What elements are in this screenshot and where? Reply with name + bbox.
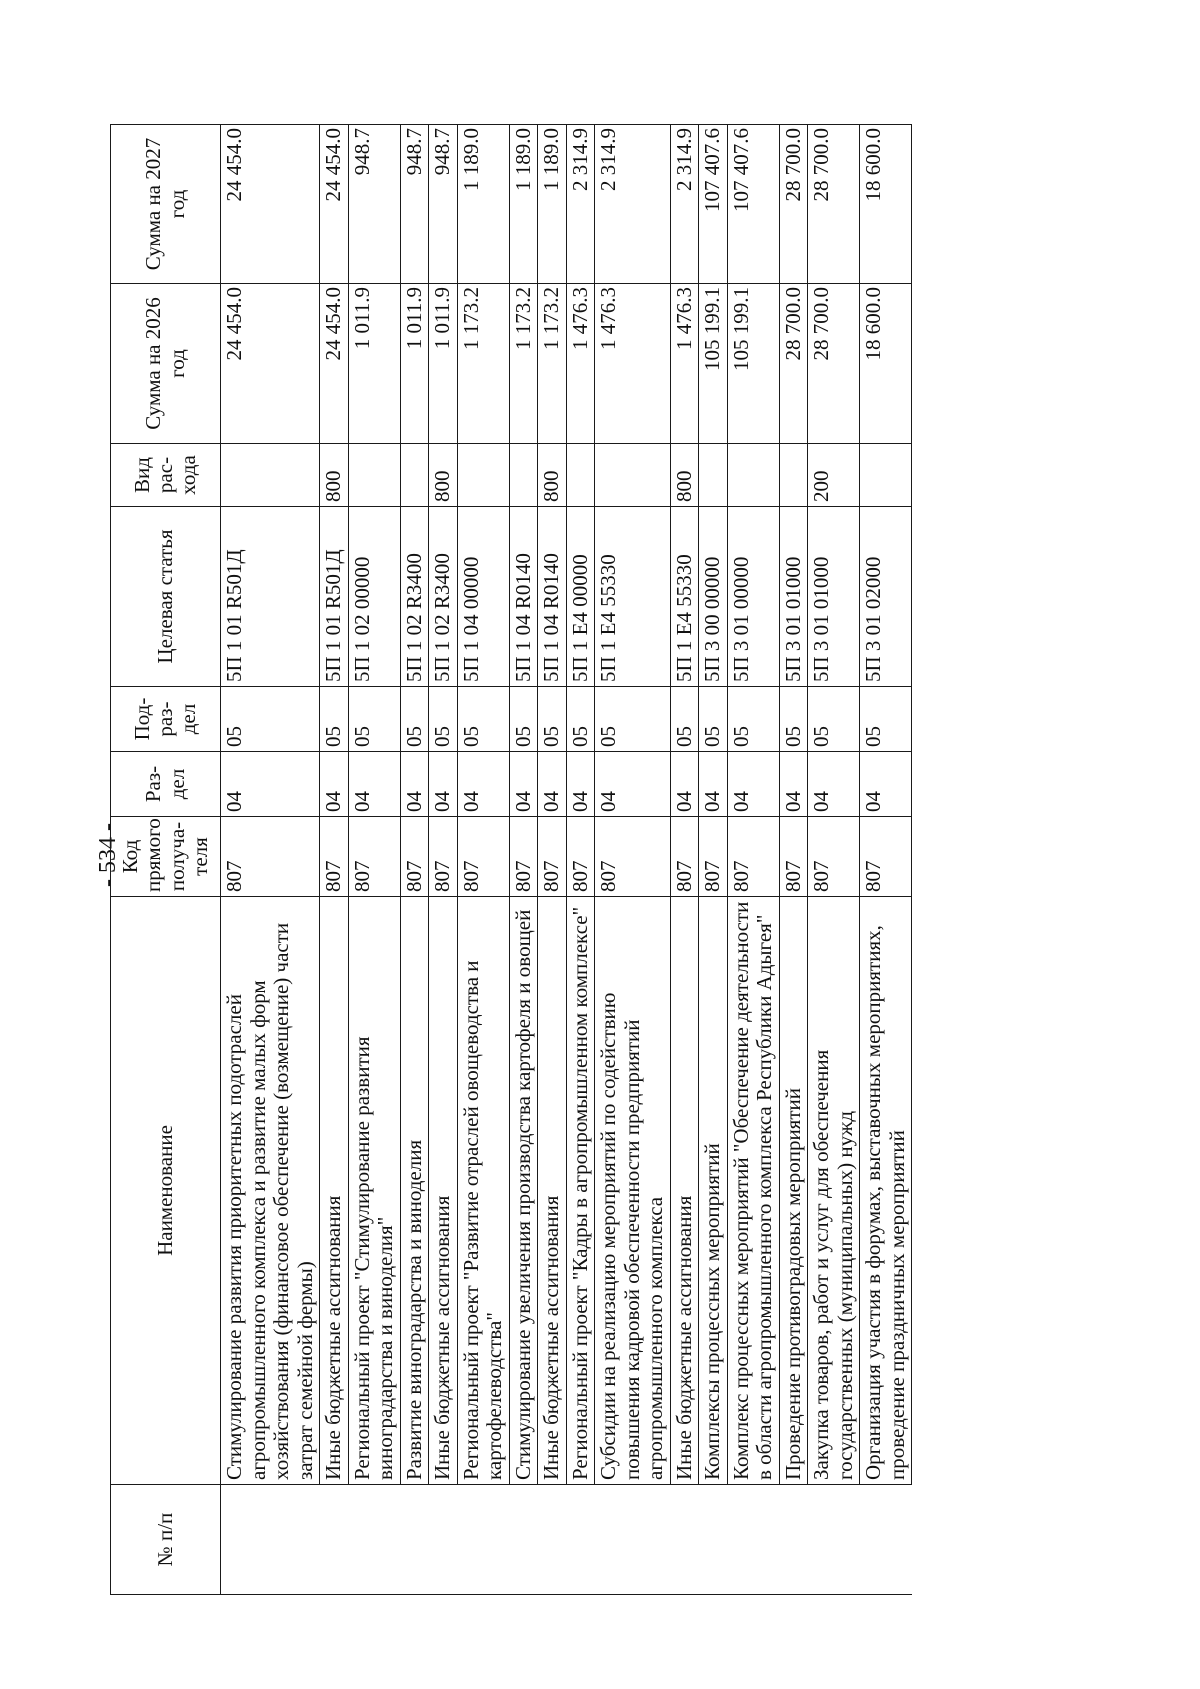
row-name-cell: Стимулирование развития приоритетных подотраслей агропромышленного комплекса и развитие малых форм хозяйствования (финансовое обеспечение (возмещение) части затрат семейной фермы) [221,897,320,1485]
row-target-item-cell: 5П 1 02 00000 [348,507,400,687]
row-number-cell [320,1485,349,1595]
table-row [457,125,509,1595]
row-recipient-code-cell: 807 [808,817,860,897]
row-name-cell: Иные бюджетные ассигнования [538,897,567,1485]
row-name-cell: Иные бюджетные ассигнования [320,897,349,1485]
row-name-cell: Стимулирование увеличения производства картофеля и овощей [509,897,538,1485]
row-subsection-cell: 05 [670,687,699,752]
row-subsection-cell: 05 [860,687,912,752]
row-sum-2027-cell: 2 314.9 [595,125,671,284]
row-sum-2026-cell: 105 199.1 [727,284,779,444]
row-recipient-code-cell: 807 [727,817,779,897]
row-expense-type-cell [727,444,779,507]
row-expense-type-cell: 800 [538,444,567,507]
budget-table [110,124,912,1595]
row-section-cell: 04 [727,752,779,817]
row-expense-type-cell [595,444,671,507]
row-recipient-code-cell: 807 [538,817,567,897]
row-recipient-code-cell: 807 [400,817,429,897]
row-sum-2026-cell: 24 454.0 [320,284,349,444]
row-sum-2026-cell: 1 476.3 [670,284,699,444]
row-sum-2026-cell: 24 454.0 [221,284,320,444]
row-sum-2027-cell: 948.7 [348,125,400,284]
table-row [320,125,349,1595]
row-expense-type-cell [860,444,912,507]
row-expense-type-cell: 800 [429,444,458,507]
row-section-cell: 04 [221,752,320,817]
row-number-cell [670,1485,699,1595]
row-recipient-code-cell: 807 [595,817,671,897]
row-number-cell [457,1485,509,1595]
header-name: Наименование [111,897,221,1485]
row-sum-2026-cell: 1 173.2 [538,284,567,444]
row-section-cell: 04 [779,752,808,817]
row-target-item-cell: 5П 3 01 00000 [727,507,779,687]
row-sum-2027-cell: 2 314.9 [566,125,595,284]
row-name-cell: Комплексы процессных мероприятий [699,897,728,1485]
row-expense-type-cell [509,444,538,507]
row-subsection-cell: 05 [727,687,779,752]
row-sum-2027-cell: 28 700.0 [808,125,860,284]
row-subsection-cell: 05 [808,687,860,752]
row-section-cell: 04 [348,752,400,817]
header-sum-2027: Сумма на 2027 год [111,125,221,284]
row-sum-2026-cell: 1 476.3 [595,284,671,444]
row-name-cell: Организация участия в форумах, выставочных мероприятиях, проведение праздничных мероприятий [860,897,912,1485]
row-sum-2026-cell: 1 011.9 [400,284,429,444]
row-number-cell [509,1485,538,1595]
row-target-item-cell: 5П 1 01 R501Д [221,507,320,687]
header-sum-2026: Сумма на 2026 год [111,284,221,444]
row-number-cell [538,1485,567,1595]
header-number: № п/п [111,1485,221,1595]
row-sum-2026-cell: 28 700.0 [808,284,860,444]
row-recipient-code-cell: 807 [509,817,538,897]
budget-table-container [110,125,1190,1595]
row-target-item-cell: 5П 3 01 02000 [860,507,912,687]
row-name-cell: Проведение противоградовых мероприятий [779,897,808,1485]
header-subsection: Под-раз-дел [111,687,221,752]
row-section-cell: 04 [538,752,567,817]
table-row [509,125,538,1595]
row-sum-2026-cell: 28 700.0 [779,284,808,444]
row-sum-2027-cell: 948.7 [400,125,429,284]
row-sum-2027-cell: 2 314.9 [670,125,699,284]
row-number-cell [348,1485,400,1595]
row-name-cell: Развитие виноградарства и виноделия [400,897,429,1485]
row-sum-2027-cell: 1 189.0 [509,125,538,284]
row-expense-type-cell [400,444,429,507]
row-sum-2026-cell: 1 011.9 [429,284,458,444]
row-recipient-code-cell: 807 [670,817,699,897]
row-name-cell: Региональный проект "Стимулирование развития виноградарства и виноделия" [348,897,400,1485]
row-expense-type-cell: 800 [320,444,349,507]
row-section-cell: 04 [400,752,429,817]
row-section-cell: 04 [699,752,728,817]
row-number-cell [727,1485,779,1595]
row-expense-type-cell: 800 [670,444,699,507]
row-expense-type-cell [566,444,595,507]
row-number-cell [808,1485,860,1595]
row-subsection-cell: 05 [429,687,458,752]
row-number-cell [595,1485,671,1595]
row-subsection-cell: 05 [779,687,808,752]
row-section-cell: 04 [429,752,458,817]
row-subsection-cell: 05 [348,687,400,752]
row-subsection-cell: 05 [457,687,509,752]
table-row [538,125,567,1595]
row-number-cell [400,1485,429,1595]
row-name-cell: Иные бюджетные ассигнования [429,897,458,1485]
row-recipient-code-cell: 807 [860,817,912,897]
row-number-cell [779,1485,808,1595]
table-row [670,125,699,1595]
row-sum-2027-cell: 107 407.6 [699,125,728,284]
row-section-cell: 04 [457,752,509,817]
table-row [429,125,458,1595]
row-name-cell: Комплекс процессных мероприятий "Обеспечение деятельности в области агропромышленного комплекса Республики Адыгея" [727,897,779,1485]
row-subsection-cell: 05 [595,687,671,752]
row-expense-type-cell [457,444,509,507]
row-section-cell: 04 [670,752,699,817]
row-expense-type-cell [348,444,400,507]
table-row [221,125,320,1595]
table-row [779,125,808,1595]
row-number-cell [699,1485,728,1595]
row-target-item-cell: 5П 3 01 01000 [808,507,860,687]
header-section: Раз-дел [111,752,221,817]
row-recipient-code-cell: 807 [221,817,320,897]
row-number-cell [429,1485,458,1595]
page-number: - 534 - [95,823,121,887]
row-recipient-code-cell: 807 [699,817,728,897]
row-subsection-cell: 05 [509,687,538,752]
row-section-cell: 04 [320,752,349,817]
row-number-cell [221,1485,320,1595]
row-number-cell [860,1485,912,1595]
row-expense-type-cell [779,444,808,507]
row-sum-2026-cell: 1 173.2 [457,284,509,444]
row-target-item-cell: 5П 1 04 R0140 [509,507,538,687]
row-target-item-cell: 5П 1 01 R501Д [320,507,349,687]
row-sum-2026-cell: 1 011.9 [348,284,400,444]
row-sum-2026-cell: 18 600.0 [860,284,912,444]
header-recipient-code: Код прямого получа-теля [111,817,221,897]
row-sum-2027-cell: 948.7 [429,125,458,284]
row-target-item-cell: 5П 1 Е4 00000 [566,507,595,687]
header-expense-type: Вид рас-хода [111,444,221,507]
row-sum-2027-cell: 28 700.0 [779,125,808,284]
row-recipient-code-cell: 807 [779,817,808,897]
row-target-item-cell: 5П 1 Е4 55330 [670,507,699,687]
row-subsection-cell: 05 [221,687,320,752]
row-sum-2026-cell: 105 199.1 [699,284,728,444]
row-section-cell: 04 [808,752,860,817]
row-sum-2027-cell: 107 407.6 [727,125,779,284]
table-row [566,125,595,1595]
table-row [808,125,860,1595]
row-recipient-code-cell: 807 [429,817,458,897]
row-expense-type-cell: 200 [808,444,860,507]
table-row [400,125,429,1595]
row-sum-2027-cell: 18 600.0 [860,125,912,284]
row-section-cell: 04 [509,752,538,817]
row-recipient-code-cell: 807 [566,817,595,897]
table-row [860,125,912,1595]
row-recipient-code-cell: 807 [457,817,509,897]
row-name-cell: Закупка товаров, работ и услуг для обеспечения государственных (муниципальных) нужд [808,897,860,1485]
row-target-item-cell: 5П 1 02 R3400 [429,507,458,687]
table-row [727,125,779,1595]
row-subsection-cell: 05 [320,687,349,752]
table-header-row [111,125,221,1595]
row-section-cell: 04 [860,752,912,817]
row-expense-type-cell [699,444,728,507]
row-target-item-cell: 5П 3 01 01000 [779,507,808,687]
row-target-item-cell: 5П 1 Е4 55330 [595,507,671,687]
row-target-item-cell: 5П 1 02 R3400 [400,507,429,687]
row-recipient-code-cell: 807 [320,817,349,897]
row-sum-2027-cell: 24 454.0 [320,125,349,284]
row-target-item-cell: 5П 1 04 R0140 [538,507,567,687]
row-expense-type-cell [221,444,320,507]
row-name-cell: Иные бюджетные ассигнования [670,897,699,1485]
table-row [699,125,728,1595]
table-row [348,125,400,1595]
header-target-item: Целевая статья [111,507,221,687]
row-section-cell: 04 [566,752,595,817]
row-number-cell [566,1485,595,1595]
row-subsection-cell: 05 [400,687,429,752]
row-sum-2026-cell: 1 476.3 [566,284,595,444]
table-row [595,125,671,1595]
row-subsection-cell: 05 [699,687,728,752]
row-name-cell: Региональный проект "Развитие отраслей овощеводства и картофелеводства" [457,897,509,1485]
row-section-cell: 04 [595,752,671,817]
row-subsection-cell: 05 [538,687,567,752]
row-name-cell: Субсидии на реализацию мероприятий по содействию повышения кадровой обеспеченности предприятий агропромышленного комплекса [595,897,671,1485]
row-sum-2026-cell: 1 173.2 [509,284,538,444]
row-sum-2027-cell: 1 189.0 [538,125,567,284]
row-subsection-cell: 05 [566,687,595,752]
row-target-item-cell: 5П 1 04 00000 [457,507,509,687]
row-sum-2027-cell: 24 454.0 [221,125,320,284]
row-target-item-cell: 5П 3 00 00000 [699,507,728,687]
row-name-cell: Региональный проект "Кадры в агропромышленном комплексе" [566,897,595,1485]
row-sum-2027-cell: 1 189.0 [457,125,509,284]
row-recipient-code-cell: 807 [348,817,400,897]
